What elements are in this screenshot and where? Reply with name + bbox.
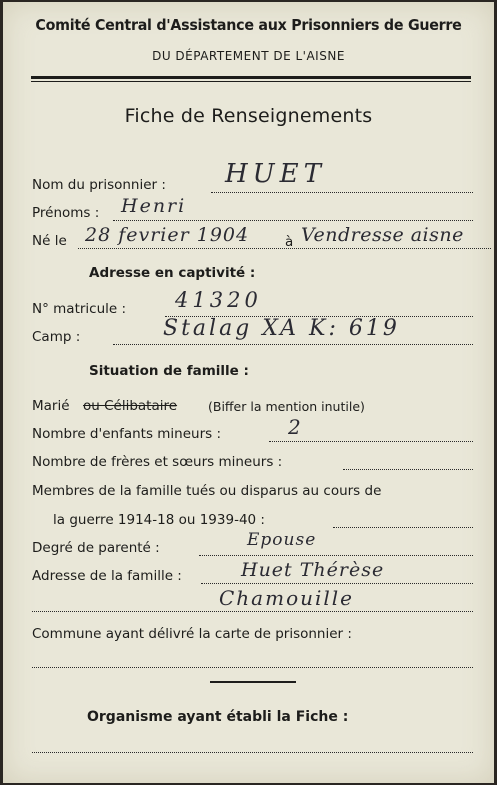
form-title: Fiche de Renseignements xyxy=(124,105,373,127)
adresse-famille-handwritten-2: Chamouille xyxy=(219,586,355,610)
adresse-famille-handwritten-1: Huet Thérèse xyxy=(241,559,385,581)
camp-label: Camp : xyxy=(32,329,81,345)
organisme-dotted-line xyxy=(32,752,473,753)
commune-label: Commune ayant délivré la carte de prisonnier : xyxy=(32,626,352,642)
marie-label: Marié xyxy=(32,398,70,414)
membres-label-line2: la guerre 1914-18 ou 1939-40 : xyxy=(53,512,265,528)
commune-dotted-line xyxy=(32,667,473,668)
ne-date-handwritten: 28 fevrier 1904 xyxy=(85,224,250,246)
header-rule-thin xyxy=(31,81,471,82)
prenoms-handwritten: Henri xyxy=(121,195,187,217)
adresse-famille-dotted-line xyxy=(201,583,473,584)
membres-label-line1: Membres de la famille tués ou disparus au cours de xyxy=(32,483,382,499)
header-rule-thick xyxy=(31,76,471,79)
freres-dotted-line xyxy=(343,469,473,470)
fiche-card xyxy=(3,2,494,783)
adresse-famille-dotted-line-2 xyxy=(32,611,473,612)
ne-place-handwritten: Vendresse aisne xyxy=(301,224,464,246)
prenoms-label: Prénoms : xyxy=(32,205,100,221)
adresse-famille-label: Adresse de la famille : xyxy=(32,568,182,584)
camp-dotted-line xyxy=(113,344,473,345)
department-header: DU DÉPARTEMENT DE L'AISNE xyxy=(152,49,345,63)
freres-label: Nombre de frères et sœurs mineurs : xyxy=(32,454,283,470)
biffer-note: (Biffer la mention inutile) xyxy=(208,399,365,414)
matricule-handwritten: 41320 xyxy=(175,288,262,312)
enfants-dotted-line xyxy=(269,441,473,442)
organization-header: Comité Central d'Assistance aux Prisonniers de Guerre xyxy=(35,16,462,34)
camp-handwritten: Stalag XA K: 619 xyxy=(163,316,400,341)
degre-dotted-line xyxy=(199,555,473,556)
ne-le-label: Né le xyxy=(32,233,67,249)
prenoms-dotted-line xyxy=(113,220,473,221)
enfants-handwritten: 2 xyxy=(288,415,303,439)
nom-dotted-line xyxy=(211,192,473,193)
celibataire-struck: ou Célibataire xyxy=(83,398,178,414)
enfants-label: Nombre d'enfants mineurs : xyxy=(32,426,222,442)
separator-rule xyxy=(210,681,296,683)
adresse-captivite-heading: Adresse en captivité : xyxy=(89,265,256,281)
membres-dotted-line xyxy=(333,527,473,528)
organisme-heading: Organisme ayant établi la Fiche : xyxy=(87,709,349,725)
degre-label: Degré de parenté : xyxy=(32,540,160,556)
situation-heading: Situation de famille : xyxy=(89,363,249,379)
ne-a-label: à xyxy=(285,234,294,250)
degre-handwritten: Epouse xyxy=(247,530,317,550)
matricule-label: N° matricule : xyxy=(32,301,127,317)
nom-label: Nom du prisonnier : xyxy=(32,177,166,193)
nom-handwritten: HUET xyxy=(225,159,326,189)
